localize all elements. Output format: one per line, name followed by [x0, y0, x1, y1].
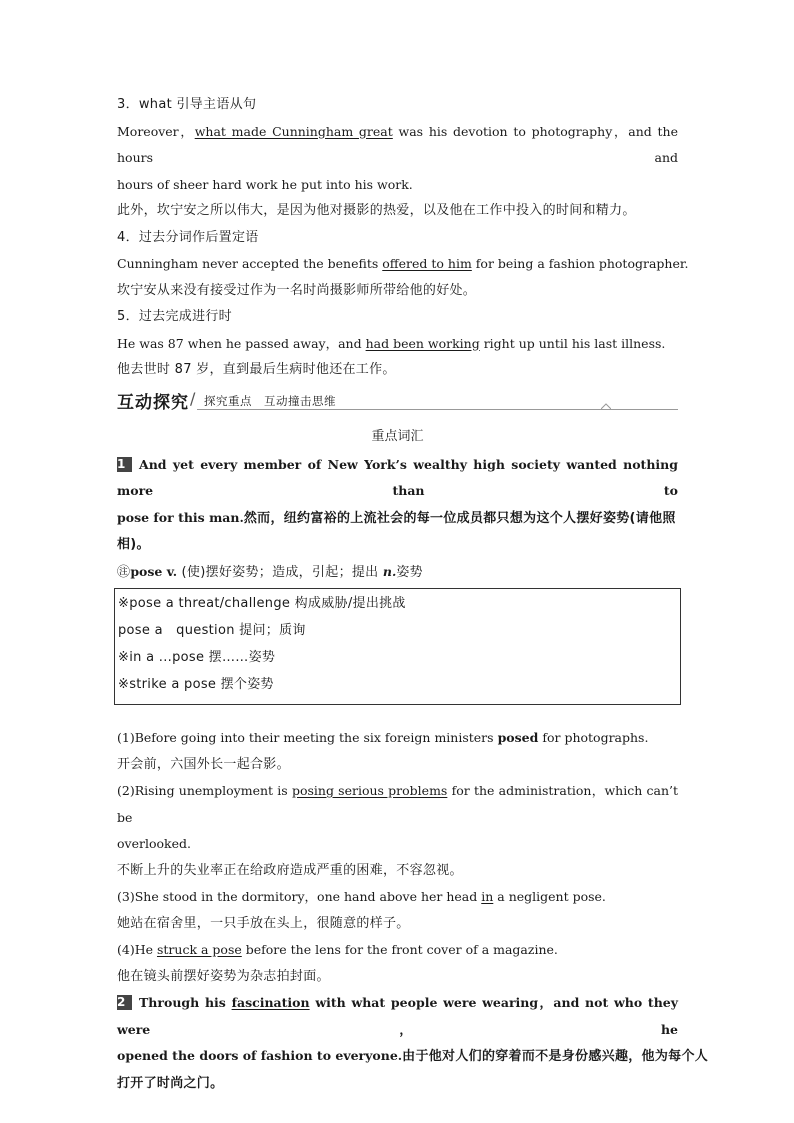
note-icon: ㊟	[117, 564, 131, 580]
example4-translation: 他在镜头前摆好姿势为杂志拍封面。	[117, 968, 330, 984]
example3-translation: 她站在宿舍里，一只手放在头上，很随意的样子。	[117, 915, 410, 931]
example2-translation: 不断上升的失业率正在给政府造成严重的困难，不容忽视。	[117, 862, 463, 878]
rule-notch-icon	[601, 403, 611, 411]
item4-translation: 坎宁安从来没有接受过作为一名时尚摄影师所带给他的好处。	[117, 282, 477, 298]
phrase-box	[114, 588, 681, 705]
item3-english-line1: Moreover，what made Cunningham great was his devotion to photography，and the hours and	[117, 123, 679, 165]
point-number-badge: 2	[117, 995, 132, 1010]
point2-line1: 2 Through his fascination with what people were wearing，and not who they were，he	[117, 995, 679, 1037]
example3-english: (3)She stood in the dormitory，one hand above her head in a negligent pose.	[117, 889, 606, 904]
phrase-item: ※strike a pose 摆个姿势	[118, 677, 274, 692]
phrase-item: ※pose a threat/challenge 构成威胁/提出挑战	[118, 596, 406, 611]
item3-heading: 3．what 引导主语从句	[117, 97, 257, 112]
document-page	[117, 92, 709, 1097]
point-number-badge: 1	[117, 457, 132, 472]
item3-english-line2: hours of sheer hard work he put into his work.	[117, 176, 413, 192]
example2-english-line1: (2)Rising unemployment is posing serious problems for the administration，which can’t be	[117, 783, 679, 825]
definition-line: ㊟pose v. (使)摆好姿势；造成，引起；提出 n.姿势	[117, 563, 423, 580]
section-heading: 重点词汇	[371, 428, 424, 444]
point2-line2: opened the doors of fashion to everyone.由于他对人们的穿着而不是身份感兴趣，他为每个人	[117, 1048, 709, 1064]
banner-slash: /	[190, 388, 196, 408]
item3-translation: 此外，坎宁安之所以伟大，是因为他对摄影的热爱，以及他在工作中投入的时间和精力。	[117, 203, 636, 218]
example1-english: (1)Before going into their meeting the six foreign ministers posed for photographs.	[117, 730, 649, 745]
example4-english: (4)He struck a pose before the lens for the front cover of a magazine.	[117, 942, 558, 957]
example1-translation: 开会前，六国外长一起合影。	[117, 756, 290, 772]
item4-english: Cunningham never accepted the benefits offered to him for being a fashion photographer.	[117, 256, 689, 271]
phrase-item: ※in a ...pose 摆……姿势	[118, 650, 276, 665]
item5-heading: 5．过去完成进行时	[117, 309, 232, 324]
phrase-item: pose a question 提问；质询	[118, 623, 306, 638]
underlined-phrase: struck a pose	[156, 942, 242, 957]
section-banner	[117, 388, 678, 412]
item4-heading: 4．过去分词作后置定语	[117, 229, 259, 245]
underlined-phrase: had been working	[365, 335, 480, 351]
underlined-phrase: what made Cunningham great	[194, 123, 393, 139]
banner-title: 互动探究	[117, 392, 189, 413]
item5-english: He was 87 when he passed away，and had been working right up until his last illness.	[117, 335, 666, 351]
item5-translation: 他去世时 87 岁，直到最后生病时他还在工作。	[117, 362, 396, 377]
point1-line1: 1 And yet every member of New York’s wealthy high society wanted nothing more than to	[117, 456, 678, 498]
point2-line3: 打开了时尚之门。	[117, 1075, 224, 1091]
point1-line2: pose for this man.然而，纽约富裕的上流社会的每一位成员都只想为这个人摆好姿势(请他照	[117, 509, 676, 526]
underlined-phrase: fascination	[231, 995, 310, 1010]
underlined-phrase: in	[481, 889, 494, 904]
underlined-phrase: posing serious problems	[291, 783, 448, 798]
point1-line3: 相)。	[117, 537, 150, 552]
underlined-phrase: offered to him	[382, 256, 472, 271]
banner-subtitle: 探究重点 互动撞击思维	[204, 393, 336, 408]
example2-english-line2: overlooked.	[117, 836, 191, 851]
